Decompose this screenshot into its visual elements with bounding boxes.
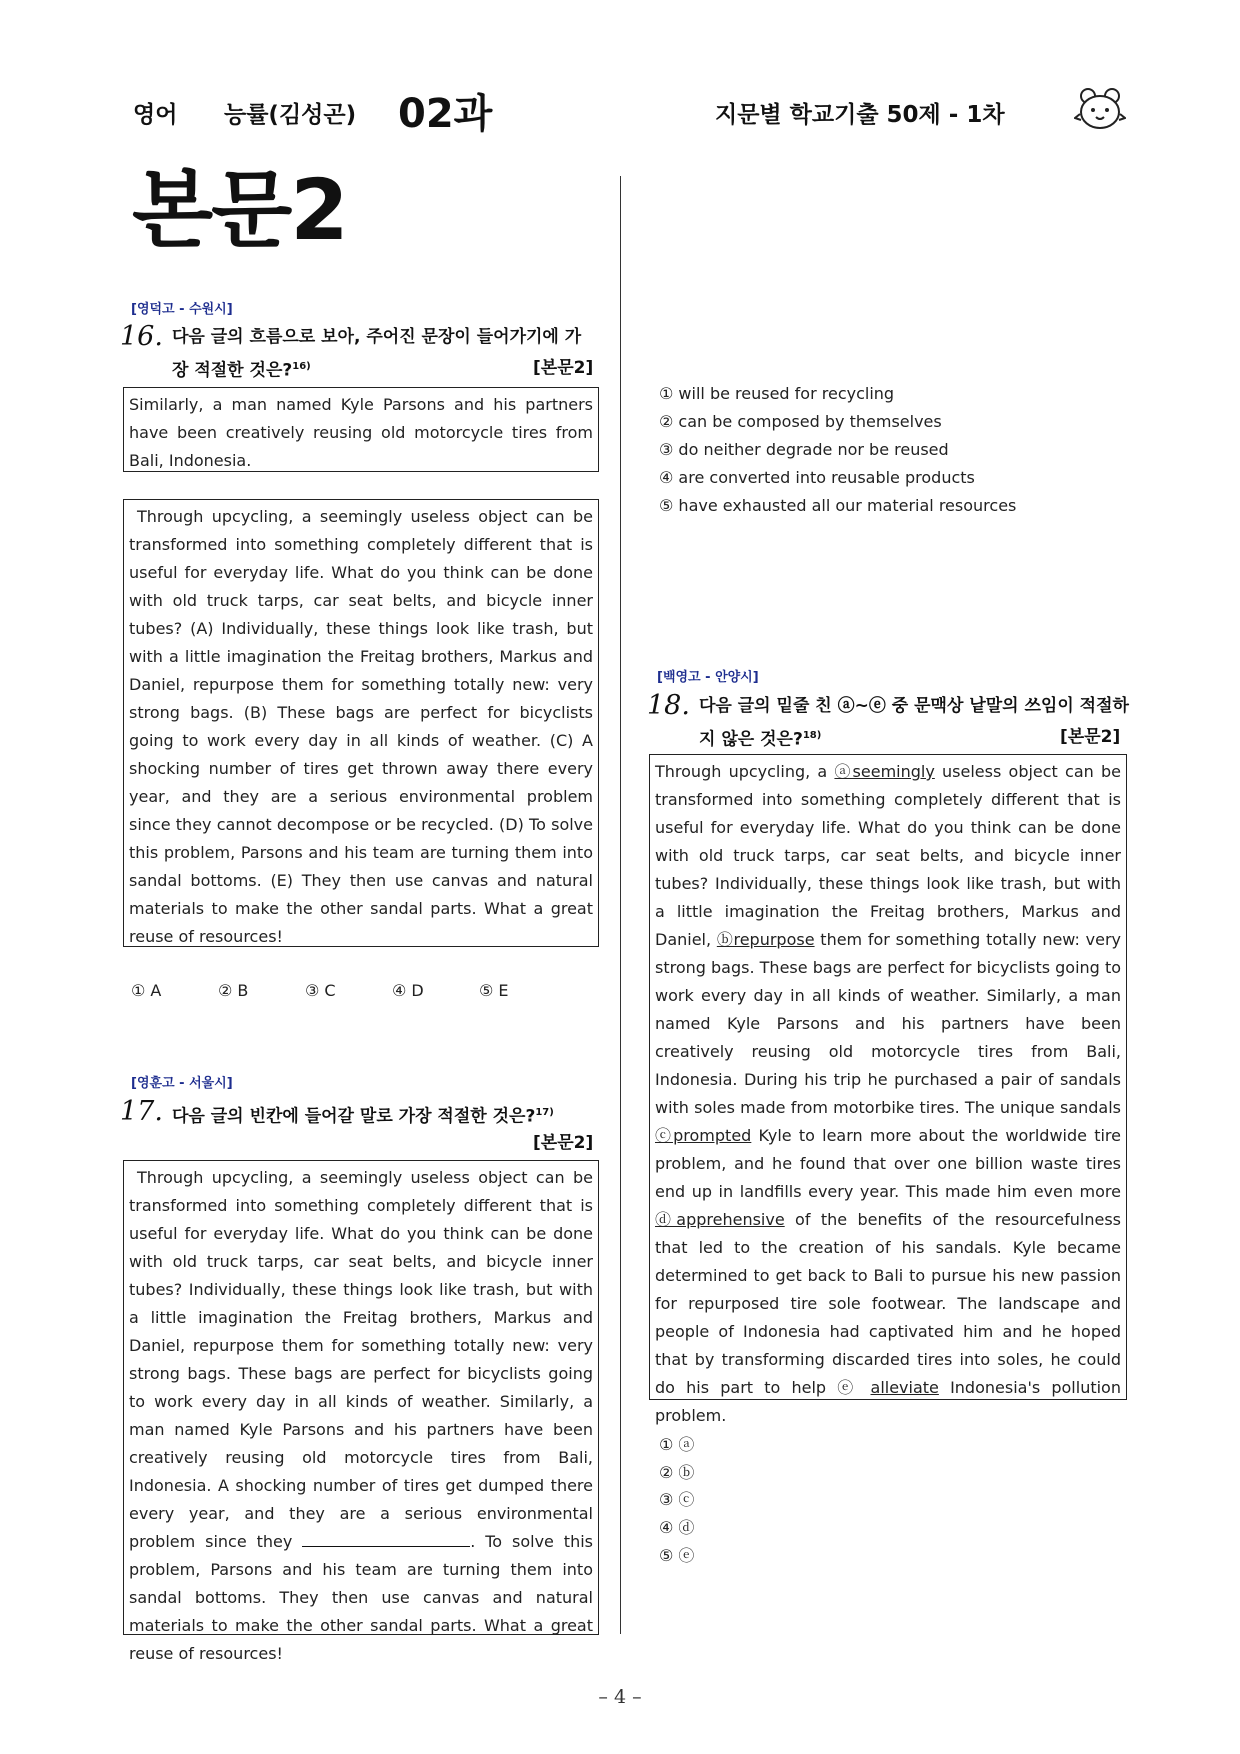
q16-option-3[interactable]: ③ C [305, 981, 336, 1000]
q16-tag: [본문2] [533, 358, 594, 378]
q17-option-5[interactable]: ⑤ have exhausted all our material resources [659, 496, 1017, 515]
q16-passage: Through upcycling, a seemingly useless object can be transformed into something completely different that is useful for everyday life. What do you think can be done with old truck tarps, car seat belts, and bicycle inner tubes? (A) Individually, these things look like trash, but with a little imagination the Freitag brothers, Markus and Daniel, repurpose them for something totally new: very strong bags. (B) These bags are perfect for bicyclists going to work every day in all kinds of weather. (C) A shocking number of tires get thrown away there every year, and they are a serious environmental problem since they cannot decompose or be recycled. (D) To solve this problem, Parsons and his team are turning them into sandal bottoms. (E) They then use canvas and natural materials to make the other sandal parts. What a great reuse of resources! [123, 499, 599, 947]
q18-number: 18. [647, 690, 690, 721]
q18-passage-part: useless object can be transformed into something completely different that is useful for everyday life. What do you think can be done with old truck tarps, car seat belts, and bicycle inner tubes? Individually, these things look like trash, but with a little imagination the Freitag brothers, Markus and Daniel, [655, 762, 1121, 949]
q18-underline-a: ⓐseemingly [834, 762, 935, 781]
q16-option-1[interactable]: ① A [131, 981, 162, 1000]
q18-option-5[interactable]: ⑤ ⓔ [659, 1546, 695, 1565]
q16-number: 16. [120, 321, 163, 352]
q18-passage-part: of the benefits of the resourcefulness that led to the creation of his sandals. Kyle became determined to get back to Bali to pursue his new passion for repurposed tire sole footwear. The landscape and people of Indonesia had captivated him and he hoped that by transforming discarded tires into soles, he could do his part to help ⓔ [655, 1210, 1121, 1397]
q18-passage-part: them for something totally new: very strong bags. These bags are perfect for bicyclists going to work every day in all kinds of weather. Similarly, a man named Kyle Parsons and his partners have been creatively reusing old motorcycle tires from Bali, Indonesia. During his trip he purchased a pair of sandals with soles made from motorbike tires. The unique sandals [655, 930, 1122, 1117]
q18-passage-part: Kyle to learn more about the worldwide tire problem, and he found that over one billion waste tires end up in landfills every year. This made him even more [655, 1126, 1121, 1201]
q18-passage-part: Indonesia's pollution problem. [655, 1378, 1121, 1425]
q18-footnote: 18) [802, 730, 822, 741]
subject-label: 영어 [133, 102, 178, 128]
lesson-label: 02과 [398, 91, 493, 137]
q18-underline-c: ⓒprompted [655, 1126, 752, 1145]
q16-question [172, 323, 592, 386]
q17-number: 17. [120, 1096, 163, 1127]
q18-source: [백영고 - 안양시] [657, 670, 759, 685]
q17-footnote: 17) [535, 1107, 554, 1118]
q16-question-text: 다음 글의 흐름으로 보아, 주어진 문장이 들어가기에 가장 적절한 것은? [172, 327, 582, 381]
q17-tag: [본문2] [533, 1133, 594, 1153]
q18-underline-d: ⓓapprehensive [655, 1210, 785, 1229]
q17-source: [영훈고 - 서울시] [131, 1076, 233, 1091]
q18-option-4[interactable]: ④ ⓓ [659, 1518, 695, 1537]
q16-option-4[interactable]: ④ D [392, 981, 424, 1000]
q18-passage-part: Through upcycling, a [655, 762, 835, 781]
q17-question-text: 다음 글의 빈칸에 들어갈 말로 가장 적절한 것은? [172, 1106, 536, 1127]
q18-option-2[interactable]: ② ⓑ [659, 1463, 695, 1482]
q17-option-3[interactable]: ③ do neither degrade nor be reused [659, 440, 949, 459]
q18-option-3[interactable]: ③ ⓒ [659, 1490, 695, 1509]
q17-passage-after: . To solve this problem, Parsons and his team are turning them into sandal bottoms. They then use canvas and natural materials to make the other sandal parts. What a great reuse of resources! [129, 1532, 593, 1663]
q17-question [172, 1098, 592, 1132]
bear-mascot-icon [1074, 84, 1126, 134]
page-number: – 4 – [598, 1686, 642, 1708]
q18-underline-b: ⓑrepurpose [716, 930, 815, 949]
q17-option-1[interactable]: ① will be reused for recycling [659, 384, 895, 403]
series-label: 지문별 학교기출 50제 - 1차 [715, 102, 1005, 128]
q16-option-5[interactable]: ⑤ E [479, 981, 509, 1000]
q18-passage [649, 754, 1127, 1425]
q18-tag: [본문2] [1060, 727, 1121, 747]
publisher-label: 능률(김성곤) [224, 102, 357, 128]
q18-option-1[interactable]: ① ⓐ [659, 1435, 695, 1454]
q16-option-2[interactable]: ② B [218, 981, 249, 1000]
q18-underline-e: alleviate [870, 1378, 939, 1397]
column-divider [620, 176, 621, 1634]
q17-blank [302, 1532, 470, 1547]
q17-passage-before: Through upcycling, a seemingly useless object can be transformed into something completely different that is useful for everyday life. What do you think can be done with old truck tarps, car seat belts, and bicycle inner tubes? Individually, these things look like trash, but with a little imagination the Freitag brothers, Markus and Daniel, repurpose them for something totally new: very strong bags. These bags are perfect for bicyclists going to work every day in all kinds of weather. Similarly, a man named Kyle Parsons and his partners have been creatively reusing old motorcycle tires from Bali, Indonesia. A shocking number of tires get dumped there every year, and they are a serious environmental problem since they [129, 1168, 593, 1551]
q17-passage [123, 1160, 599, 1663]
q16-given-sentence: Similarly, a man named Kyle Parsons and his partners have been creatively reusing old motorcycle tires from Bali, Indonesia. [123, 387, 599, 472]
q16-footnote: 16) [292, 361, 311, 372]
q18-question-text: 다음 글의 밑줄 친 ⓐ~ⓔ 중 문맥상 낱말의 쓰임이 적절하지 않은 것은? [699, 696, 1129, 750]
section-title: 본문2 [132, 161, 347, 259]
q17-option-2[interactable]: ② can be composed by themselves [659, 412, 942, 431]
q17-option-4[interactable]: ④ are converted into reusable products [659, 468, 975, 487]
q16-source: [영덕고 - 수원시] [131, 302, 233, 317]
